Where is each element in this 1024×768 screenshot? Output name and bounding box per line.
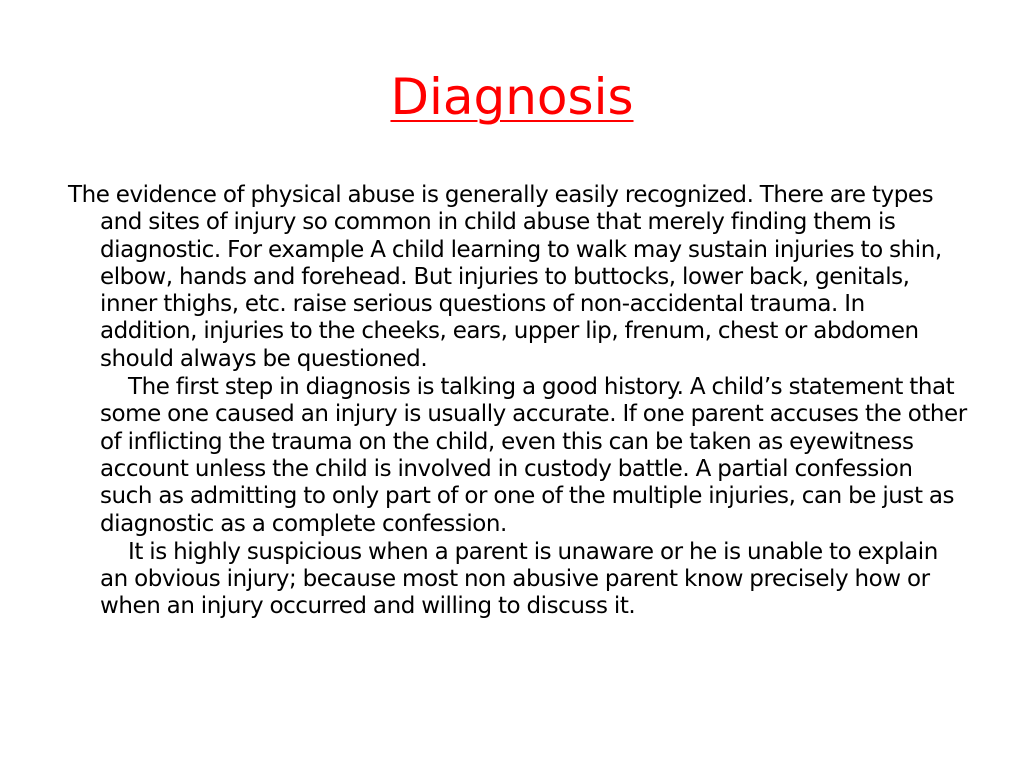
paragraph-2: The first step in diagnosis is talking a good history. A child’s statement that some one caused an injury is usually accurate. If one parent accuses the other of inflicting the trauma on the child, even this can be taken as eyewitness account unless the child is involved in custody battle. A partial confession such as admitting to only part of or one of the multiple injuries, can be just as diagnostic as a complete confession. [100, 374, 967, 537]
slide-title: Diagnosis [390, 68, 634, 126]
slide-body [68, 182, 968, 622]
paragraph-1: The evidence of physical abuse is generally easily recognized. There are types and sites of injury so common in child abuse that merely finding them is diagnostic. For example A child learning to walk may sustain injuries to shin, elbow, hands and forehead. But injuries to buttocks, lower back, genitals, inner thighs, etc. raise serious questions of non-accidental trauma. In addition, injuries to the cheeks, ears, upper lip, frenum, chest or abdomen should always be questioned. [68, 182, 942, 372]
paragraph-3: It is highly suspicious when a parent is unaware or he is unable to explain an obvious injury; because most non abusive parent know precisely how or when an injury occurred and willing to discuss it. [100, 538, 938, 620]
